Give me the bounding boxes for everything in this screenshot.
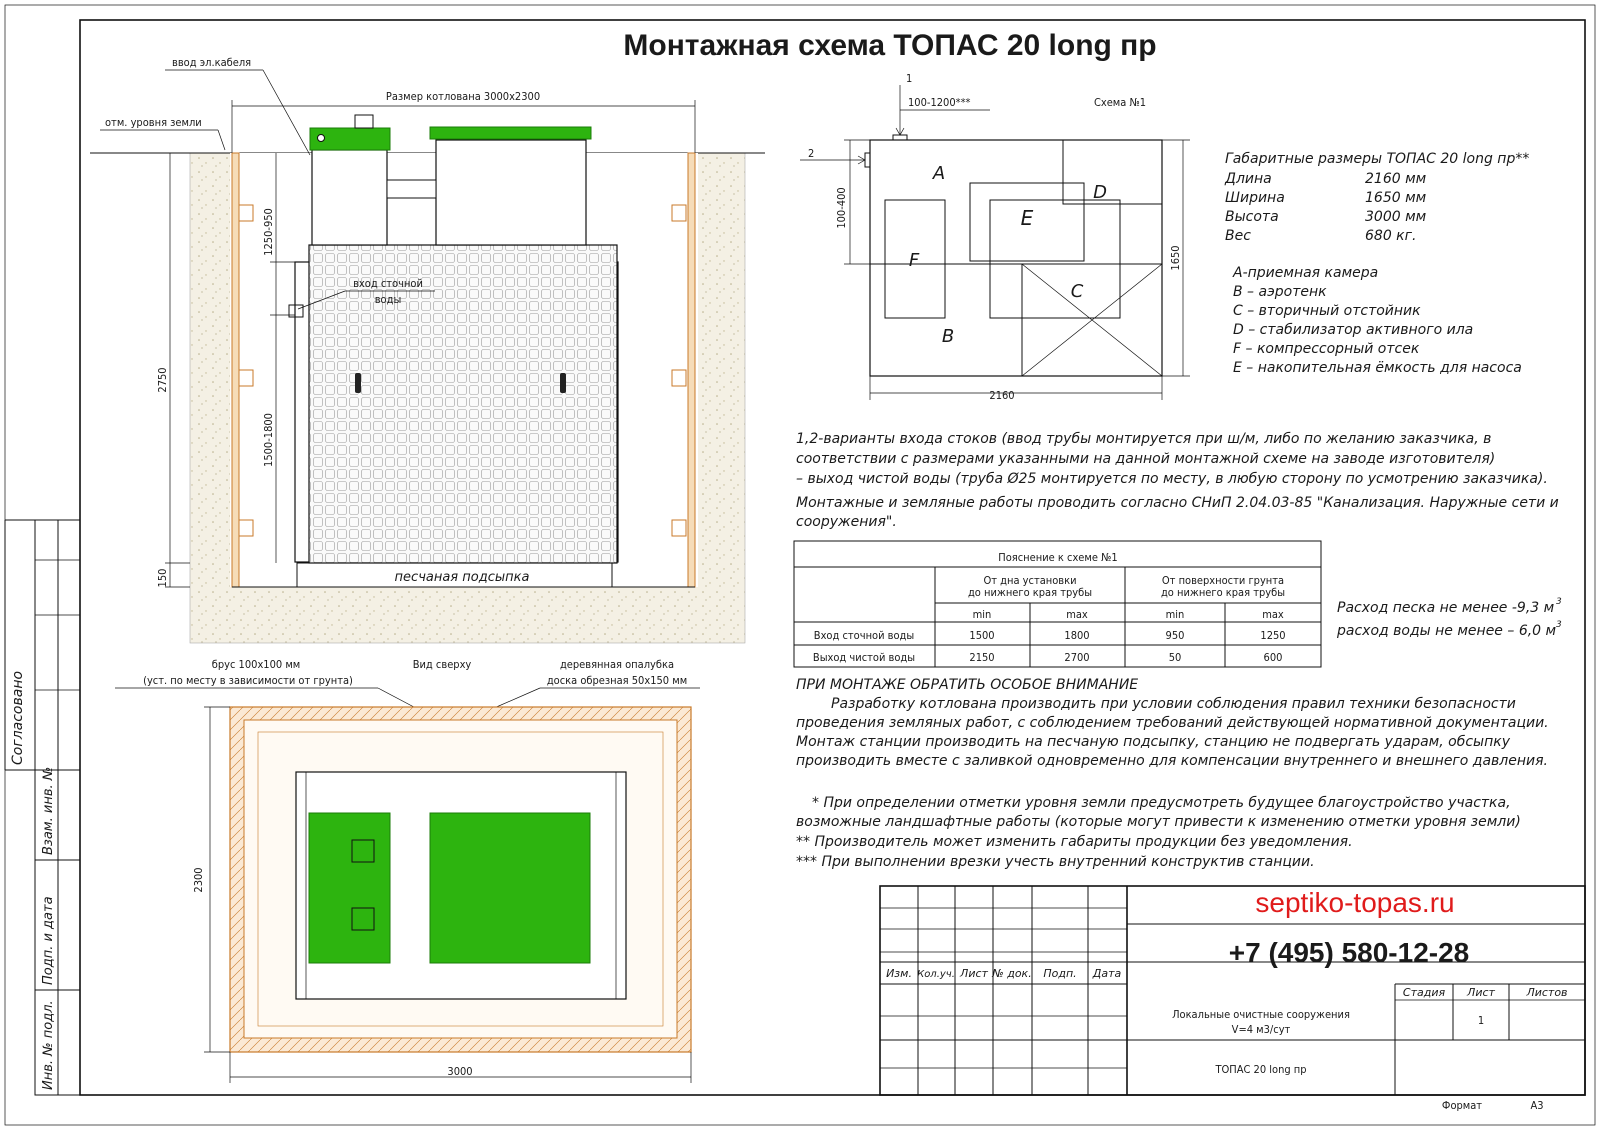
svg-text:950: 950 [1165,629,1185,642]
svg-text:1500: 1500 [969,629,995,642]
svg-text:1250-950: 1250-950 [262,208,275,256]
svg-text:* При определении отметки уров: * При определении отметки уровня земли предусмотреть будущее благоустройство участка, [812,795,1511,811]
svg-text:680 кг.: 680 кг. [1365,228,1417,244]
svg-text:F: F [908,250,920,271]
svg-text:2150: 2150 [969,651,995,664]
svg-text:отм. уровня земли: отм. уровня земли [105,116,202,129]
svg-text:ПРИ МОНТАЖЕ ОБРАТИТЬ ОСОБОЕ ВН: ПРИ МОНТАЖЕ ОБРАТИТЬ ОСОБОЕ ВНИМАНИЕ [796,677,1139,693]
svg-text:600: 600 [1263,651,1283,664]
neck-bridge [387,180,436,198]
svg-text:3000 мм: 3000 мм [1365,209,1427,225]
svg-text:доска обрезная 50х150 мм: доска обрезная 50х150 мм [546,674,688,687]
svg-text:D – стабилизатор активного ил: D – стабилизатор активного ила [1233,322,1474,338]
svg-text:От дна установки: От дна установки [983,574,1077,587]
inv-vz-label: Взам. инв. № [41,766,56,855]
svg-text:Ширина: Ширина [1225,190,1285,206]
svg-text:1800: 1800 [1064,629,1090,642]
top-lid-right [430,813,590,963]
svg-text:Изм.: Изм. [886,967,912,980]
svg-text:1250: 1250 [1260,629,1286,642]
svg-text:1,2-варианты входа стоков (вв: 1,2-варианты входа стоков (ввод трубы монтируется при ш/м, либо по желанию заказчика, в [796,431,1492,447]
attention [796,677,1549,769]
svg-text:до нижнего края трубы: до нижнего края трубы [1160,586,1286,599]
neck-left [312,150,387,245]
consumption [1336,597,1562,639]
svg-text:Локальные очистные сооружения: Локальные очистные сооружения [1172,1008,1350,1021]
svg-text:D: D [1093,182,1107,203]
svg-text:Выход чистой воды: Выход чистой воды [812,651,916,664]
handle-right [560,373,566,393]
svg-text:2160: 2160 [989,389,1015,402]
svg-text:*** При выполнении врезки учес: *** При выполнении врезки учесть внутренний конструктив станции. [796,854,1315,870]
svg-text:100-400: 100-400 [835,187,848,229]
neck-right [436,140,586,245]
svg-text:2300: 2300 [192,867,205,893]
title-block [880,886,1585,1112]
svg-text:соответствии с размерами указа: соответствии с размерами указанными на данной монтажной схеме на заводе изготовителя) [796,451,1496,467]
top-lid-left [309,813,390,963]
sign-date-label: Подп. и дата [41,896,56,985]
svg-text:расход воды не менее – 6,0 м: расход воды не менее – 6,0 м [1337,623,1557,639]
svg-text:Длина: Длина [1225,171,1272,187]
station-shell [309,245,617,563]
svg-text:C: C [1070,281,1084,302]
vent [355,115,373,128]
svg-text:B: B [941,326,955,347]
svg-text:Расход песка не менее -9,3 м: Расход песка не менее -9,3 м [1337,600,1555,616]
notes [796,431,1559,530]
svg-text:Стадия: Стадия [1402,986,1446,999]
side-section [90,56,765,643]
dims-title: Габаритные размеры ТОПАС 20 long пр** [1225,151,1530,167]
svg-text:– выход чистой воды (труба Ø25: – выход чистой воды (труба Ø25 монтируется по месту, в любую сторону по усмотрению заказчика). [796,471,1548,487]
svg-text:ТОПАС 20 long пр: ТОПАС 20 long пр [1215,1063,1307,1076]
svg-text:100-1200***: 100-1200*** [908,96,971,109]
site-url: septiko-topas.ru [1255,887,1455,918]
wood-left [232,153,239,587]
svg-text:1650: 1650 [1169,245,1182,271]
scheme-title: Схема №1 [1093,96,1147,109]
svg-text:1500-1800: 1500-1800 [262,413,275,467]
svg-text:B – аэротенк: B – аэротенк [1233,284,1327,300]
svg-text:А3: А3 [1530,1099,1544,1112]
svg-text:воды: воды [374,293,402,306]
svg-text:вход сточной: вход сточной [353,277,423,290]
svg-text:производить вместе с заливкой: производить вместе с заливкой одновременно для компенсации внутреннего и внешнего давления. [796,753,1548,769]
svg-text:50: 50 [1168,651,1182,664]
svg-text:брус 100х100 мм: брус 100х100 мм [211,658,301,671]
wood-right [688,153,695,587]
lid-right [430,127,591,139]
svg-text:Лист: Лист [1467,986,1495,999]
svg-text:Листов: Листов [1526,986,1568,999]
scheme-1 [800,72,1190,402]
dimensions-block [1224,151,1529,244]
inv-orig-label: Инв. № подл. [41,1000,56,1090]
svg-text:2700: 2700 [1064,651,1090,664]
svg-text:A-приемная камера: A-приемная камера [1233,265,1379,281]
top-view [115,658,700,1083]
svg-text:Размер котлована 3000х2300: Размер котлована 3000х2300 [385,90,541,103]
handle-left [355,373,361,393]
svg-text:E: E [1020,206,1034,230]
svg-text:3000: 3000 [447,1065,473,1078]
svg-text:до нижнего края трубы: до нижнего края трубы [967,586,1093,599]
svg-text:Вес: Вес [1225,228,1251,244]
svg-text:деревянная опалубка: деревянная опалубка [559,658,675,671]
svg-text:Подп.: Подп. [1043,967,1077,980]
svg-text:От поверхности грунта: От поверхности грунта [1161,574,1285,587]
svg-text:Формат: Формат [1441,1099,1483,1112]
footnotes [796,795,1521,870]
svg-text:Разработку котлована производи: Разработку котлована производить при условии соблюдения правил техники безопасности [831,696,1516,712]
svg-text:max: max [1066,608,1088,621]
svg-text:min: min [972,608,992,621]
svg-text:Монтаж станции производить на: Монтаж станции производить на песчаную подсыпку, станцию не подвергать ударам, обсыпку [796,734,1510,750]
svg-text:1650 мм: 1650 мм [1365,190,1427,206]
svg-text:V=4 м3/сут: V=4 м3/сут [1231,1023,1291,1036]
svg-text:A: A [932,163,946,184]
svg-text:№ док.: № док. [992,967,1032,980]
agreed-label: Согласовано [10,670,26,765]
svg-text:1: 1 [906,72,913,85]
svg-text:** Производитель может изменит: ** Производитель может изменить габариты продукции без уведомления. [796,834,1353,850]
svg-text:150: 150 [156,568,169,588]
svg-text:C – вторичный отстойник: C – вторичный отстойник [1233,303,1421,319]
svg-text:2750: 2750 [156,367,169,393]
svg-text:проведения земляных работ, с с: проведения земляных работ, с соблюдением требований действующей нормативной документации. [796,715,1549,731]
sand-label: песчаная подсыпка [394,570,530,585]
svg-text:Дата: Дата [1092,967,1122,980]
svg-text:Вид сверху: Вид сверху [412,658,472,671]
svg-text:Кол.уч.: Кол.уч. [917,969,955,980]
svg-text:1: 1 [1477,1014,1485,1027]
svg-text:F – компрессорный отсек: F – компрессорный отсек [1233,341,1420,357]
svg-text:(уст. по месту в зависимости о: (уст. по месту в зависимости от грунта) [143,674,353,687]
svg-text:E – накопительная ёмкость для: E – накопительная ёмкость для насоса [1233,360,1522,376]
svg-text:сооружения".: сооружения". [796,514,897,530]
svg-text:Лист: Лист [960,967,988,980]
svg-text:min: min [1165,608,1185,621]
svg-text:Монтажные и земляные работы пр: Монтажные и земляные работы проводить согласно СНиП 2.04.03-85 "Канализация. Наружные сети и [796,495,1559,511]
svg-text:ввод эл.кабеля: ввод эл.кабеля [172,56,252,69]
svg-text:2160 мм: 2160 мм [1365,171,1427,187]
svg-text:возможные ландшафтные работы (: возможные ландшафтные работы (которые могут привести к изменению отметки уровня земли) [796,814,1521,830]
svg-text:2: 2 [808,147,815,160]
svg-text:Высота: Высота [1225,209,1279,225]
table-title: Пояснение к схеме №1 [998,551,1118,564]
svg-text:3: 3 [1556,597,1562,607]
phone: +7 (495) 580-12-28 [1228,937,1470,968]
svg-text:Вход сточной воды: Вход сточной воды [813,629,915,642]
page-title: Монтажная схема ТОПАС 20 long пр [623,29,1157,62]
legend [1232,265,1522,376]
explanation-table [794,541,1321,667]
svg-text:3: 3 [1556,620,1562,630]
svg-text:max: max [1262,608,1284,621]
left-strip [5,520,80,1095]
